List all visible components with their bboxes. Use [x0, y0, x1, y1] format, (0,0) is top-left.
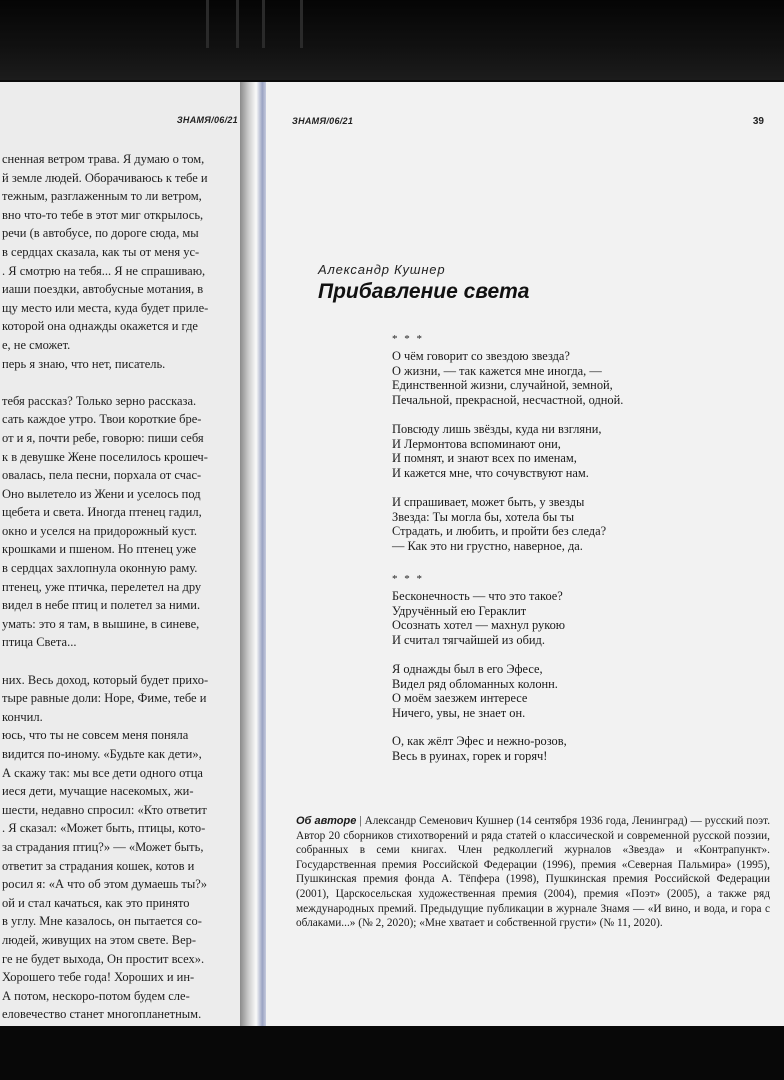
page-number: 39 [752, 116, 764, 127]
poem-line: Осознать хотел — махнул рукою [392, 618, 566, 633]
poem-line: И Лермонтова вспоминают они, [392, 436, 561, 451]
poem-line: И спрашивает, может быть, у звезды [392, 495, 585, 509]
left-text-line: людей, живущих на этом свете. Вер- [2, 932, 197, 947]
left-text-line: вно что-то тебе в этот миг открылось, [2, 207, 204, 222]
left-text-line: сать каждое утро. Твои короткие бре- [2, 412, 202, 427]
left-page [0, 82, 252, 1026]
left-text-line: к в девушке Жене поселилось крошеч- [2, 449, 208, 464]
poem-line: Единственной жизни, случайной, земной, [392, 378, 613, 393]
poem-1-stanza-1 [392, 349, 623, 407]
left-text-line: тыре равные доли: Норе, Фиме, тебе и [2, 691, 207, 706]
poem-line: О жизни, — так кажется мне иногда, — [392, 363, 602, 378]
poem-line: О, как жёлт Эфес и нежно-розов, [392, 734, 567, 748]
left-text-line: ге не будет выхода, Он простит всех». [2, 951, 205, 966]
left-text-line [2, 652, 242, 671]
left-text-line: ответит за страдания кошек, котов и [2, 858, 195, 873]
left-text-line: . Я смотрю на тебя... Я не спрашиваю, [2, 263, 206, 278]
left-text-line: крошками и пшеном. Но птенец уже [2, 542, 197, 557]
left-text-line: овалась, пела песни, порхала от счас- [2, 468, 202, 483]
poem-line: И считал тягчайшей из обид. [392, 632, 545, 647]
scan-top-border [0, 0, 784, 80]
poem-line: Страдать, и любить, и пройти без следа? [392, 524, 607, 539]
poem-line: Я однажды был в его Эфесе, [392, 662, 543, 676]
left-page-text [2, 150, 242, 1024]
poem-1-separator: * * * [392, 333, 424, 345]
poem-line: И помнят, и знают всех по именам, [392, 451, 577, 466]
left-text-line: щебета и света. Иногда птенец гадил, [2, 505, 202, 520]
left-text-line: в сердцах сказала, как ты от меня ус- [2, 244, 200, 259]
scan-shadow-mark [300, 0, 303, 48]
poem-cycle-title: Прибавление света [318, 280, 530, 303]
poem-line: Ничего, увы, не знает он. [392, 705, 526, 720]
left-text-line: ой и стал качаться, как это принято [2, 895, 190, 910]
left-text-line: шести, недавно спросил: «Кто ответит [2, 802, 207, 817]
poem-2-stanza-1 [392, 589, 565, 647]
poem-line: Весь в руинах, горек и горяч! [392, 748, 548, 763]
left-text-line: перь я знаю, что нет, писатель. [2, 356, 166, 371]
left-text-line: й земле людей. Оборачиваюсь к тебе и [2, 170, 208, 185]
poem-2-stanza-2 [392, 662, 558, 720]
poem-line: И кажется мне, что сочувствуют нам. [392, 465, 589, 480]
left-text-line: А потом, нескоро-потом будем сле- [2, 988, 190, 1003]
poem-line: О моём заезжем интересе [392, 691, 528, 706]
left-text-line: иаши поездки, автобусные мотания, в [2, 282, 204, 297]
left-text-line: А скажу так: мы все дети одного отца [2, 765, 203, 780]
poem-1-stanza-2 [392, 422, 601, 480]
left-text-line: в сердцах захлопнула оконную раму. [2, 561, 198, 576]
left-text-line: . Я сказал: «Может быть, птицы, кото- [2, 821, 206, 836]
about-author-label: Об авторе [296, 815, 357, 827]
poem-line: Видел ряд обломанных колонн. [392, 676, 558, 691]
left-text-line: в углу. Мне казалось, он пытается со- [2, 914, 202, 929]
left-text-line: Хорошего тебе года! Хороших и ин- [2, 970, 195, 985]
left-text-line: птица Света... [2, 635, 77, 650]
left-text-line: росил я: «А что об этом думаешь ты?» [2, 877, 208, 892]
poem-1-stanza-3 [392, 495, 606, 553]
left-text-line: них. Весь доход, который будет прихо- [2, 672, 209, 687]
left-text-line: видится по-иному. «Будьте как дети», [2, 747, 202, 761]
left-text-line: за страдания птиц?» — «Может быть, [2, 839, 204, 854]
author-name: Александр Кушнер [318, 262, 446, 277]
left-text-line: щу место или места, куда будет приле- [2, 300, 209, 315]
right-page [266, 82, 784, 1030]
poem-line: Звезда: Ты могла бы, хотела бы ты [392, 509, 575, 524]
left-text-line: Оно вылетело из Жени и уселось под [2, 486, 201, 501]
left-text-line: видел в небе птиц и полетел за ними. [2, 598, 201, 613]
left-text-line: речи (в автобусе, по дороге сюда, мы [2, 226, 199, 241]
left-text-line: птенец, уже птичка, перелетел на дру [2, 579, 202, 594]
left-running-header: ЗНАМЯ/06/21 [176, 115, 238, 125]
about-separator: | [359, 815, 362, 827]
left-text-line: сненная ветром трава. Я думаю о том, [2, 152, 205, 166]
left-text-line: тежным, разглаженным то ли ветром, [2, 189, 202, 204]
left-text-line: тебя рассказ? Только зерно рассказа. [2, 393, 197, 408]
left-text-line: юсь, что ты не совсем меня поняла [2, 728, 189, 743]
poem-line: Удручённый ею Гераклит [392, 603, 527, 618]
right-running-header: ЗНАМЯ/06/21 [292, 116, 354, 126]
left-text-line: кончил. [2, 709, 43, 724]
left-text-line: окно и уселся на придорожный куст. [2, 523, 198, 538]
left-text-line: которой она однажды окажется и где [2, 319, 198, 334]
left-text-line [2, 373, 242, 392]
scan-shadow-mark [236, 0, 239, 48]
poem-line: О чём говорит со звездою звезда? [392, 349, 570, 363]
poem-line: Повсюду лишь звёзды, куда ни взгляни, [392, 422, 602, 436]
poem-line: — Как это ни грустно, наверное, да. [392, 538, 583, 553]
left-text-line: иеся дети, мучащие насекомых, жи- [2, 784, 194, 799]
about-author-text: Александр Семенович Кушнер (14 сентября 1936 года, Ленинград) — русский поэт. Автор 20 сборников стихотворений и ряда статей о классической и современной русской поэзии, собранных в семи книгах. Член редколлегий журналов «Звезда» и «Контрапункт». Государственная премия Российской Федерации (1996), премия «Северная Пальмира» (1995), Пушкинская премия фонда А. Тёпфера (1998), Пушкинская премия Российской Федерации (2001), Царскосельская художественная премия (2004), премия «Поэт» (2005), а также ряд международных премий. Предыдущие публикации в журнале Знамя — «И вино, и вода, и гора с облаками...» (№ 2, 2020); «Мне хватает и собственной грусти» (№ 11, 2020). [296, 815, 771, 930]
scan-shadow-mark [262, 0, 265, 48]
left-text-line: от и я, почти ребе, говорю: пиши себя [2, 430, 204, 445]
left-text-line: е, не сможет. [2, 337, 71, 352]
poem-2-separator: * * * [392, 573, 424, 585]
scan-shadow-mark [206, 0, 209, 48]
poem-2-stanza-3 [392, 734, 567, 763]
about-author [296, 814, 770, 931]
scan-bottom-border [0, 1026, 784, 1080]
left-text-line: умать: это я там, в вышине, в синеве, [2, 616, 200, 631]
poem-line: Бесконечность — что это такое? [392, 589, 563, 603]
poem-line: Печальной, прекрасной, несчастной, одной. [392, 392, 624, 407]
left-text-line: еловечество станет многопланетным. [2, 1007, 202, 1022]
